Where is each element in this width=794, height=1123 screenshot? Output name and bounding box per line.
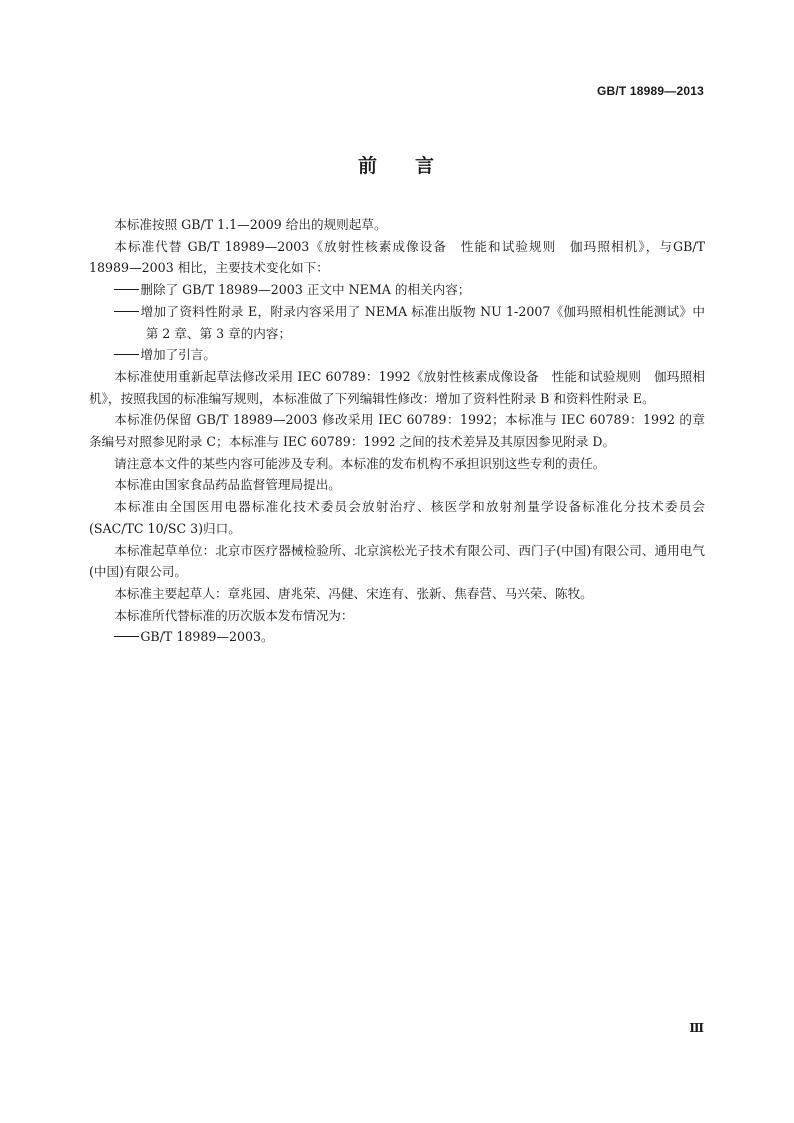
paragraph: 本标准起草单位：北京市医疗器械检验所、北京滨松光子技术有限公司、西门子(中国)有限公司、通用电气(中国)有限公司。: [89, 542, 705, 580]
page-title: [0, 151, 794, 178]
paragraph: 本标准所代替标准的历次版本发布情况为：: [114, 607, 354, 623]
list-item-text: 增加了资料性附录 E，附录内容采用了 NEMA 标准出版物 NU 1-2007《伽玛照相机性能测试》中第 2 章、第 3 章的内容；: [140, 303, 705, 341]
dash-marker: [114, 311, 139, 312]
list-item: [89, 279, 705, 301]
list-item-text: GB/T 18989—2003。: [140, 629, 274, 645]
paragraph: 本标准由国家食品药品监督管理局提出。: [114, 477, 341, 493]
title-char-1: 前: [357, 155, 379, 177]
paragraph: 本标准仍保留 GB/T 18989—2003 修改采用 IEC 60789：1992；本标准与 IEC 60789：1992 的章条编号对照参见附录 C；本标准与 IEC 60789：1992 之间的技术差异及其原因参见附录 D。: [89, 412, 705, 450]
paragraph: 请注意本文件的某些内容可能涉及专利。本标准的发布机构不承担识别这些专利的责任。: [114, 455, 606, 471]
standard-code: GB/T 18989—2013: [596, 84, 704, 98]
paragraph: 本标准按照 GB/T 1.1—2009 给出的规则起草。: [114, 217, 387, 232]
dash-marker: [114, 636, 139, 637]
list-item-text: 增加了引言。: [140, 347, 216, 363]
paragraph: 本标准使用重新起草法修改采用 IEC 60789：1992《放射性核素成像设备 性能和试验规则 伽玛照相机》，按照我国的标准编写规则，本标准做了下列编辑性修改：增加了资料性附录 B 和资料性附录 E。: [89, 368, 705, 406]
paragraph: 本标准代替 GB/T 18989—2003《放射性核素成像设备 性能和试验规则 伽玛照相机》，与GB/T 18989—2003 相比，主要技术变化如下：: [89, 238, 705, 276]
paragraph: 本标准由全国医用电器标准化技术委员会放射治疗、核医学和放射剂量学设备标准化分技术委员会(SAC/TC 10/SC 3)归口。: [89, 499, 705, 536]
list-item: [89, 344, 705, 366]
page-number: Ⅲ: [689, 1021, 704, 1035]
dash-marker: [114, 354, 139, 355]
dash-marker: [114, 289, 139, 290]
title-char-2: 言: [415, 155, 437, 177]
paragraph: 本标准主要起草人：章兆园、唐兆荣、冯健、宋连有、张新、焦春营、马兴荣、陈牧。: [114, 585, 593, 601]
list-item: [89, 301, 705, 344]
foreword-body: [89, 214, 705, 648]
list-item: [89, 626, 705, 648]
list-item-text: 删除了 GB/T 18989—2003 正文中 NEMA 的相关内容；: [140, 282, 471, 298]
